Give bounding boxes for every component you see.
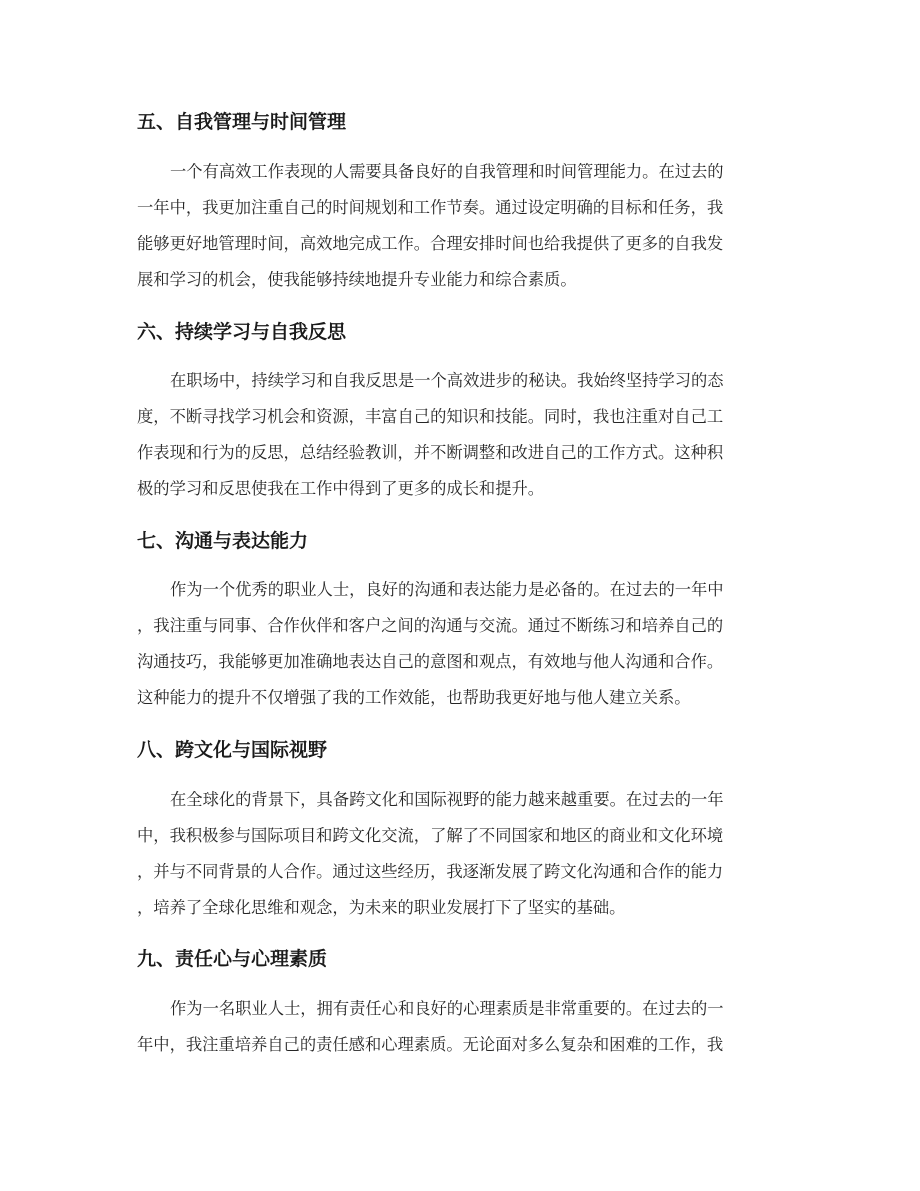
paragraph-line: 一年中，我更加注重自己的时间规划和工作节奏。通过设定明确的目标和任务，我 (137, 198, 724, 217)
paragraph-line: 度，不断寻找学习机会和资源，丰富自己的知识和技能。同时，我也注重对自己工 (137, 407, 724, 426)
paragraph-line: 作为一名职业人士，拥有责任心和良好的心理素质是非常重要的。在过去的一 (170, 999, 724, 1018)
paragraph-line: 作为一个优秀的职业人士，良好的沟通和表达能力是必备的。在过去的一年中 (170, 580, 724, 599)
paragraph-line: 中，我积极参与国际项目和跨文化交流，了解了不同国家和地区的商业和文化环境 (137, 826, 724, 845)
section-heading: 九、责任心与心理素质 (137, 948, 328, 970)
section-heading: 五、自我管理与时间管理 (137, 111, 347, 133)
paragraph-line: ，培养了全球化思维和观念，为未来的职业发展打下了坚实的基础。 (137, 898, 626, 917)
paragraph-line: 能够更好地管理时间，高效地完成工作。合理安排时间也给我提供了更多的自我发 (137, 234, 724, 253)
paragraph-line: 在职场中，持续学习和自我反思是一个高效进步的秘诀。我始终坚持学习的态 (170, 371, 724, 390)
paragraph-line: 这种能力的提升不仅增强了我的工作效能，也帮助我更好地与他人建立关系。 (137, 688, 691, 707)
paragraph-line: 极的学习和反思使我在工作中得到了更多的成长和提升。 (137, 479, 545, 498)
paragraph-line: 作表现和行为的反思，总结经验教训，并不断调整和改进自己的工作方式。这种积 (137, 443, 724, 462)
section-heading: 八、跨文化与国际视野 (137, 739, 328, 761)
paragraph-line: ，我注重与同事、合作伙伴和客户之间的沟通与交流。通过不断练习和培养自己的 (137, 616, 724, 635)
section-heading: 七、沟通与表达能力 (137, 530, 309, 552)
paragraph-line: 在全球化的背景下，具备跨文化和国际视野的能力越来越重要。在过去的一年 (170, 790, 724, 809)
paragraph-line: 年中，我注重培养自己的责任感和心理素质。无论面对多么复杂和困难的工作，我 (137, 1035, 724, 1054)
paragraph-line: 展和学习的机会，使我能够持续地提升专业能力和综合素质。 (137, 270, 577, 289)
section-heading: 六、持续学习与自我反思 (137, 321, 347, 343)
paragraph-line: 一个有高效工作表现的人需要具备良好的自我管理和时间管理能力。在过去的 (170, 162, 724, 181)
paragraph-line: ，并与不同背景的人合作。通过这些经历，我逐渐发展了跨文化沟通和合作的能力 (137, 862, 724, 881)
paragraph-line: 沟通技巧，我能够更加准确地表达自己的意图和观点，有效地与他人沟通和合作。 (137, 652, 724, 671)
